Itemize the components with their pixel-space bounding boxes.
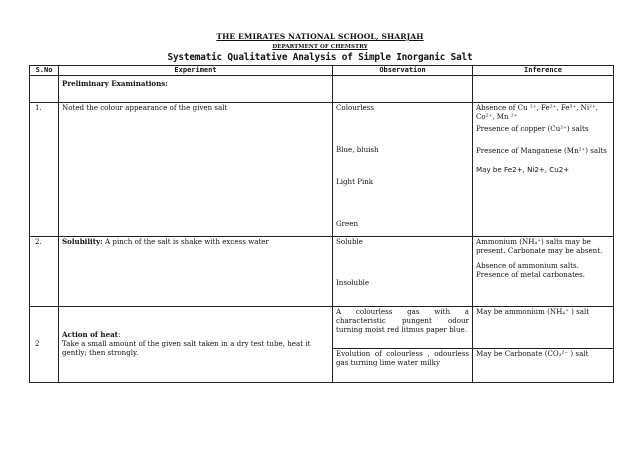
column-header-sno: S.No xyxy=(30,66,59,76)
experiment-text: A pinch of the salt is shake with excess water xyxy=(105,237,269,246)
inference-cell xyxy=(473,103,614,237)
column-header-experiment: Experiment xyxy=(59,66,333,76)
document-title: Systematic Qualitative Analysis of Simple Inorganic Salt xyxy=(167,52,473,63)
section-row xyxy=(30,76,614,103)
observation-text: Light Pink xyxy=(336,176,374,186)
section-title: Preliminary Examinations: xyxy=(59,76,333,103)
experiment-cell xyxy=(59,307,333,383)
row-number: 2. xyxy=(30,237,59,307)
observation-text: Blue, bluish xyxy=(336,144,379,154)
experiment-heading: Action of heat xyxy=(62,330,118,340)
observation-text: Soluble xyxy=(336,237,363,246)
inference-cell xyxy=(473,237,614,307)
table-header-row xyxy=(30,66,614,76)
experiment-colon: : xyxy=(117,330,121,340)
department-name: DEPARTMENT OF CHEMSTRY xyxy=(272,44,368,50)
inference-text: May be Fe2+, Ni2+, Cu2+ xyxy=(476,164,570,174)
inference-text: Absence of ammonium salts. Presence of metal carbonates. xyxy=(476,260,586,279)
school-name: THE EMIRATES NATIONAL SCHOOL, SHARJAH xyxy=(216,32,424,41)
inference-text: Ammonium (NH₄⁺) salts may be present. Carbonate may be absent. xyxy=(476,237,603,255)
experiment-cell xyxy=(59,237,333,307)
row-number xyxy=(30,307,59,383)
table-row xyxy=(30,307,614,349)
observation-cell: A colourless gas with a characteristic pungent odour turning moist red litmus paper blue. xyxy=(333,307,473,349)
table-row xyxy=(30,237,614,307)
experiment-text: Take a small amount of the given salt taken in a dry test tube, heat it gently; then strongly. xyxy=(62,339,311,357)
inference-cell: May be Carbonate (CO₃²⁻ ) salt xyxy=(473,349,614,383)
observation-cell: Evolution of colourless , odourless gas turning lime water milky xyxy=(333,349,473,383)
column-header-observation: Observation xyxy=(333,66,473,76)
inference-text: Presence of copper (Cu²⁺) salts xyxy=(476,123,589,133)
inference-text: Presence of Manganese (Mn²⁺) salts xyxy=(476,145,607,155)
observation-text: Insoluble xyxy=(336,277,370,287)
experiment-heading: Solubility: xyxy=(62,237,103,246)
experiment-cell: Noted the colour appearance of the given salt xyxy=(59,103,333,237)
observation-cell xyxy=(333,237,473,307)
row-number: 1. xyxy=(30,103,59,237)
inference-text: Absence of Cu ²⁺, Fe²⁺, Fe³⁺, Ni²⁺, Co²⁺, Mn ²⁺ xyxy=(476,103,598,121)
observation-text: Colourless xyxy=(336,103,374,112)
observation-cell xyxy=(333,103,473,237)
observation-text: Green xyxy=(336,218,359,228)
column-header-inference: Inference xyxy=(473,66,614,76)
inference-cell: May be ammonium (NH₄⁺ ) salt xyxy=(473,307,614,349)
table-row xyxy=(30,103,614,237)
row-number-text: 2 xyxy=(35,339,40,349)
analysis-table xyxy=(29,65,614,383)
